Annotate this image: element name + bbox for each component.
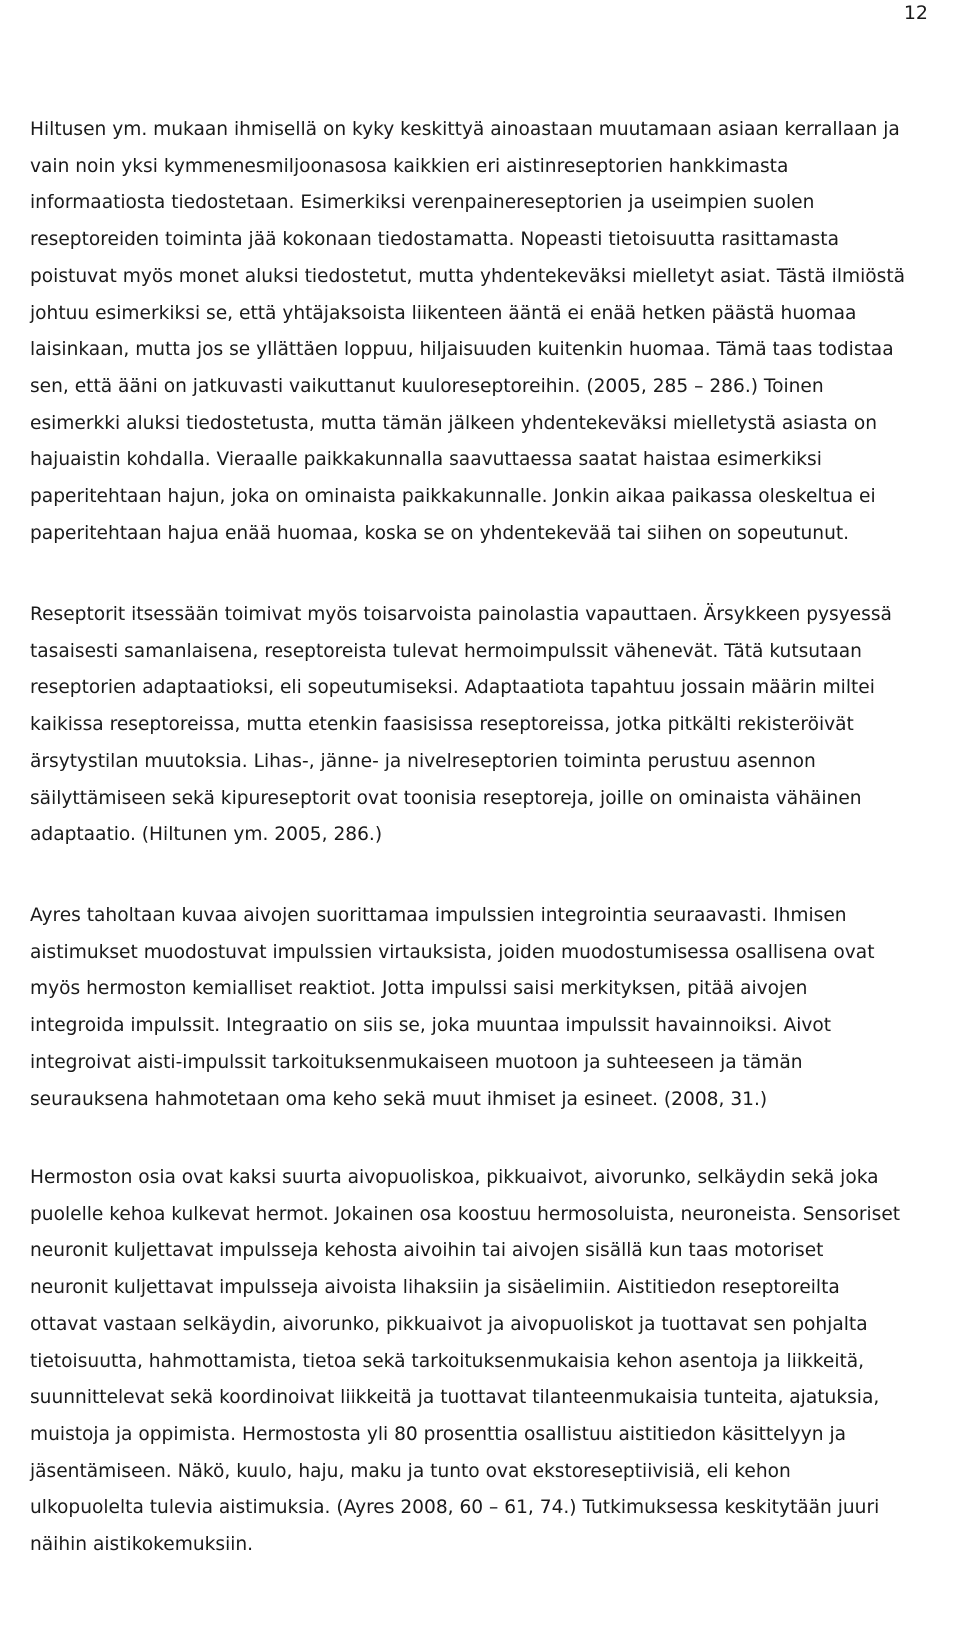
text-line: suunnittelevat sekä koordinoivat liikkeitä ja tuottavat tilanteenmukaisia tunteita, ajatuksia, — [30, 1387, 880, 1409]
text-line: integroivat aisti-impulssit tarkoituksenmukaiseen muotoon ja suhteeseen ja tämän — [30, 1051, 803, 1073]
text-line: Hermoston osia ovat kaksi suurta aivopuoliskoa, pikkuaivot, aivorunko, selkäydin sekä joka — [30, 1167, 879, 1188]
text-line: ulkopuolelta tulevia aistimuksia. (Ayres 2008, 60 – 61, 74.) Tutkimuksessa keskitytään juuri — [30, 1497, 880, 1519]
text-line: paperitehtaan hajun, joka on ominaista paikkakunnalle. Jonkin aikaa paikassa oleskeltua ei — [30, 486, 876, 507]
text-line: jäsentämiseen. Näkö, kuulo, haju, maku ja tunto ovat ekstoreseptiivisiä, eli kehon — [30, 1460, 791, 1482]
text-line: ottavat vastaan selkäydin, aivorunko, pikkuaivot ja aivopuoliskot ja tuottavat sen pohjalta — [30, 1313, 868, 1335]
text-line: reseptorien adaptaatioksi, eli sopeutumiseksi. Adaptaatiota tapahtuu jossain määrin miltei — [30, 677, 875, 699]
text-line: laisinkaan, mutta jos se yllättäen loppuu, hiljaisuuden kuitenkin huomaa. Tämä taas todistaa — [30, 339, 894, 361]
text-line: Reseptorit itsessään toimivat myös toisarvoista painolastia vapauttaen. Ärsykkeen pysyessä — [30, 604, 892, 625]
text-line: integroida impulssit. Integraatio on siis se, joka muuntaa impulssit havainnoiksi. Aivot — [30, 1015, 832, 1037]
text-line: säilyttämiseen sekä kipureseptorit ovat toonisia reseptoreja, joille on ominaista vähäinen — [30, 787, 862, 809]
text-line: seurauksena hahmotetaan oma keho sekä muut ihmiset ja esineet. (2008, 31.) — [30, 1088, 768, 1110]
text-line: johtuu esimerkiksi se, että yhtäjaksoista liikenteen ääntä ei enää hetken päästä huomaa — [30, 302, 857, 324]
text-line: tietoisuutta, hahmottamista, tietoa sekä tarkoituksenmukaisia kehon asentoja ja liikkeitä, — [30, 1350, 865, 1372]
page-number: 12 — [903, 2, 928, 24]
text-line: reseptoreiden toiminta jää kokonaan tiedostamatta. Nopeasti tietoisuutta rasittamasta — [30, 229, 839, 251]
text-line: hajuaistin kohdalla. Vieraalle paikkakunnalla saavuttaessa saatat haistaa esimerkiksi — [30, 449, 822, 471]
text-line: vain noin yksi kymmenesmiljoonasosa kaikkien eri aistinreseptorien hankkimasta — [30, 155, 789, 177]
text-line: esimerkki aluksi tiedostetusta, mutta tämän jälkeen yhdentekeväksi mielletystä asiasta on — [30, 412, 877, 434]
text-line: poistuvat myös monet aluksi tiedostetut, mutta yhdentekeväksi mielletyt asiat. Tästä ilmiöstä — [30, 265, 906, 287]
text-line: paperitehtaan hajua enää huomaa, koska se on yhdentekevää tai siihen on sopeutunut. — [30, 522, 850, 544]
text-line: puolelle kehoa kulkevat hermot. Jokainen osa koostuu hermosoluista, neuroneista. Sensoriset — [30, 1203, 901, 1225]
text-line: adaptaatio. (Hiltunen ym. 2005, 286.) — [30, 824, 383, 846]
text-line: näihin aistikokemuksiin. — [30, 1534, 254, 1555]
text-line: informaatiosta tiedostetaan. Esimerkiksi verenpainereseptorien ja useimpien suolen — [30, 192, 815, 214]
text-line: Ayres taholtaan kuvaa aivojen suorittamaa impulssien integrointia seuraavasti. Ihmisen — [30, 905, 847, 926]
text-line: kaikissa reseptoreissa, mutta etenkin faasisissa reseptoreissa, jotka pitkälti rekisteröivät — [30, 714, 854, 736]
text-line: tasaisesti samanlaisena, reseptoreista tulevat hermoimpulssit vähenevät. Tätä kutsutaan — [30, 640, 862, 662]
text-line: sen, että ääni on jatkuvasti vaikuttanut kuuloreseptoreihin. (2005, 285 – 286.) Toinen — [30, 375, 824, 397]
text-line: aistimukset muodostuvat impulssien virtauksista, joiden muodostumisessa osallisena ovat — [30, 941, 875, 963]
text-line: myös hermoston kemialliset reaktiot. Jotta impulssi saisi merkityksen, pitää aivojen — [30, 978, 808, 1000]
text-line: neuronit kuljettavat impulsseja kehosta aivoihin tai aivojen sisällä kun taas motoriset — [30, 1240, 824, 1262]
text-line: muistoja ja oppimista. Hermostosta yli 80 prosenttia osallistuu aistitiedon käsittelyyn ja — [30, 1423, 847, 1445]
text-line: ärsytystilan muutoksia. Lihas-, jänne- ja nivelreseptorien toiminta perustuu asennon — [30, 750, 816, 772]
text-line: neuronit kuljettavat impulsseja aivoista lihaksiin ja sisäelimiin. Aistitiedon reseptoreilta — [30, 1277, 840, 1299]
text-line: Hiltusen ym. mukaan ihmisellä on kyky keskittyä ainoastaan muutamaan asiaan kerrallaan ja — [30, 119, 900, 140]
